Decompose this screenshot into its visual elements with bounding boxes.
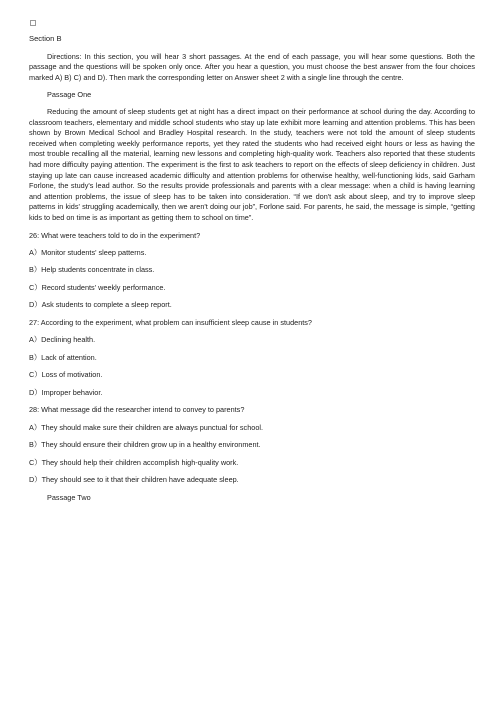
passage-one-text: Reducing the amount of sleep students get at night has a direct impact on their performance at school during the day. According to classroom teachers, elementary and middle school students who stay up late exhibit more learning and attention problems. This has been shown by Brown Medical School and Bradley Hospital research. In the study, teachers were not told the amount of sleep students received when completing weekly performance reports, yet they rated the students who had received eight hours or less as having the most trouble recalling all the material, learning new lessons and completing high-quality work. Teachers also reported that these students had more difficulty paying attention. The experiment is the first to ask teachers to report on the effects of sleep deficiency in children. Just staying up late can cause increased academic difficulty and attention problems for otherwise healthy, well-functioning kids, said Garham Forlone, the study's lead author. So the results provide professionals and parents with a clear message: when a child is having learning and attention problems, the issue of sleep has to be taken into consideration. “If we don't ask about sleep, and try to improve sleep patterns in kids' struggling academically, then we aren't doing our job”, Forlone said. For parents, he said, the message is simple, “getting kids to bed on time is as important as getting them to school on time”. (29, 106, 475, 222)
question-stem: 27: According to the experiment, what problem can insufficient sleep cause in students? (29, 317, 312, 327)
option-d: D）Ask students to complete a sleep report. (29, 300, 172, 310)
option-c: C）Record students' weekly performance. (29, 282, 166, 292)
option-b: B）They should ensure their children grow up in a healthy environment. (29, 440, 261, 450)
option-c: C）Loss of motivation. (29, 370, 103, 380)
option-d: D）They should see to it that their children have adequate sleep. (29, 474, 239, 484)
section-title: Section B (29, 34, 62, 43)
question-26 (29, 231, 475, 311)
option-b: B）Lack of attention. (29, 352, 97, 362)
question-stem: 26: What were teachers told to do in the experiment? (29, 230, 201, 240)
passage-two-heading: Passage Two (47, 492, 91, 502)
option-a: A）Declining health. (29, 335, 96, 345)
directions-paragraph: Directions: In this section, you will hear 3 short passages. At the end of each passage, you will hear some questions. Both the passage and the questions will be spoken only once. After you hear a question, you must choose the best answer from the four choices marked A) B) C) and D). Then mark the corresponding letter on Answer sheet 2 with a single line through the centre. (29, 51, 475, 82)
passage-one-heading: Passage One (47, 90, 92, 100)
question-stem: 28: What message did the researcher intend to convey to parents? (29, 405, 245, 415)
question-28 (29, 405, 475, 485)
option-a: A）Monitor students' sleep patterns. (29, 248, 147, 258)
option-a: A）They should make sure their children are always punctual for school. (29, 422, 264, 432)
page-corner-mark (30, 20, 36, 26)
option-b: B）Help students concentrate in class. (29, 265, 155, 275)
option-c: C）They should help their children accomplish high-quality work. (29, 457, 239, 467)
document-content (29, 34, 475, 509)
question-27 (29, 318, 475, 398)
option-d: D）Improper behavior. (29, 387, 103, 397)
